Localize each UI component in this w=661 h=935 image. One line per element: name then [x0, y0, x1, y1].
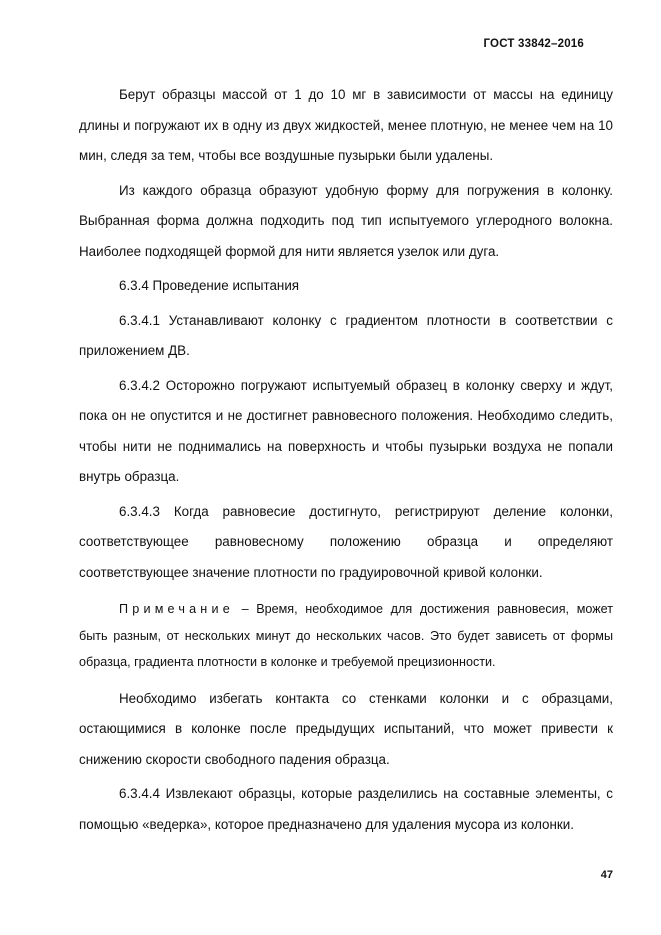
document-body	[79, 80, 613, 844]
paragraph-avoid-contact: Необходимо избегать контакта со стенками колонки и с образцами, остающимися в колонке после предыдущих испытаний, что может привести к снижению скорости свободного падения образца.	[79, 690, 613, 767]
paragraph-sample-shape: Из каждого образца образуют удобную форму для погружения в колонку. Выбранная форма должна подходить под тип испытуемого углеродного волокна. Наиболее подходящей формой для нити является узелок или дуга.	[79, 182, 613, 259]
note-label: Примечание	[119, 602, 234, 616]
paragraph-6-3-4-3: 6.3.4.3 Когда равновесие достигнуто, регистрируют деление колонки, соответствующее равновесному положению образца и определяют соответствующее значение плотности по градуировочной кривой колонки.	[79, 503, 613, 580]
note-text: – Время, необходимое для достижения равновесия, может быть разным, от нескольких минут до нескольких часов. Это будет зависеть от формы образца, градиента плотности в колонке и требуемой прецизионности.	[79, 602, 613, 669]
paragraph-6-3-4-2: 6.3.4.2 Осторожно погружают испытуемый образец в колонку сверху и ждут, пока он не опустится и не достигнет равновесного положения. Необходимо следить, чтобы нити не поднимались на поверхность и чтобы пузырьки воздуха не попали внутрь образца.	[79, 377, 613, 484]
document-code-header: ГОСТ 33842–2016	[483, 38, 584, 50]
paragraph-sample-mass: Берут образцы массой от 1 до 10 мг в зависимости от массы на единицу длины и погружают их в одну из двух жидкостей, менее плотную, не менее чем на 10 мин, следя за тем, чтобы все воздушные пузырьки были удалены.	[79, 87, 613, 163]
paragraph-6-3-4-1: 6.3.4.1 Устанавливают колонку с градиентом плотности в соответствии с приложением ДВ.	[79, 312, 613, 358]
note-paragraph	[79, 596, 613, 676]
page-number: 47	[600, 869, 613, 881]
section-heading-6-3-4: 6.3.4 Проведение испытания	[119, 278, 300, 293]
paragraph-6-3-4-4: 6.3.4.4 Извлекают образцы, которые разделились на составные элементы, с помощью «ведерка», которое предназначено для удаления мусора из колонки.	[79, 786, 613, 832]
